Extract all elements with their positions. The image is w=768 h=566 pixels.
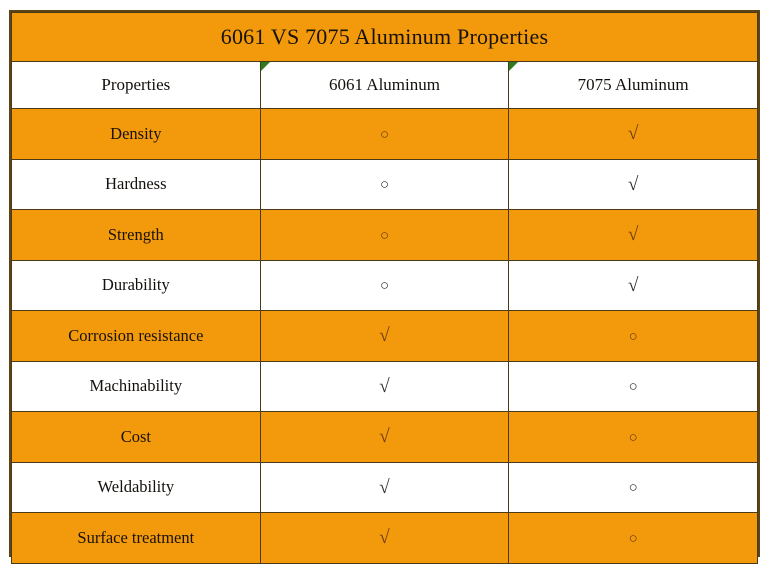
circle-symbol-icon: ○ [628,530,638,547]
row-value-6061 [260,159,509,210]
row-value-7075 [509,210,758,261]
row-value-7075 [509,361,758,412]
column-header-6061 [260,62,509,109]
table-row [12,260,758,311]
title-row [12,13,758,62]
row-value-7075 [509,412,758,463]
row-value-6061 [260,311,509,362]
column-header-6061-label: 6061 Aluminum [328,75,440,94]
check-symbol-icon: √ [379,375,390,397]
circle-symbol-icon: ○ [379,126,390,143]
row-value-7075 [509,513,758,564]
green-corner-triangle-icon [261,62,270,71]
circle-symbol-icon: ○ [628,429,638,446]
row-value-6061 [260,210,509,261]
header-row [12,62,758,109]
check-symbol-icon: √ [627,123,639,145]
check-symbol-icon: √ [379,325,390,347]
circle-symbol-icon: ○ [628,379,638,396]
row-property-label: Density [12,109,261,160]
row-value-7075 [509,311,758,362]
column-header-7075 [509,62,758,109]
row-value-7075 [509,159,758,210]
table-row [12,412,758,463]
table-row [12,361,758,412]
row-property-label: Corrosion resistance [12,311,261,362]
row-property-label: Durability [12,260,261,311]
green-corner-triangle-icon [509,62,518,71]
row-property-label: Cost [12,412,261,463]
check-symbol-icon: √ [627,274,639,296]
row-value-6061 [260,513,509,564]
circle-symbol-icon: ○ [628,328,638,345]
circle-symbol-icon: ○ [628,480,638,497]
column-header-properties [12,62,261,109]
comparison-table [11,12,758,564]
row-property-label: Surface treatment [12,513,261,564]
circle-symbol-icon: ○ [379,278,390,295]
column-header-7075-label: 7075 Aluminum [577,75,689,94]
row-value-6061 [260,361,509,412]
row-property-label: Hardness [12,159,261,210]
row-value-7075 [509,462,758,513]
row-value-6061 [260,260,509,311]
table-row [12,311,758,362]
check-symbol-icon: √ [379,426,390,448]
table-title: 6061 VS 7075 Aluminum Properties [12,13,758,62]
circle-symbol-icon: ○ [379,177,390,194]
table-row [12,159,758,210]
row-value-7075 [509,109,758,160]
row-property-label: Weldability [12,462,261,513]
row-property-label: Machinability [12,361,261,412]
check-symbol-icon: √ [379,527,390,549]
table-row [12,210,758,261]
row-value-7075 [509,260,758,311]
comparison-table-container [9,10,760,557]
row-value-6061 [260,412,509,463]
table-row [12,513,758,564]
table-row [12,109,758,160]
row-property-label: Strength [12,210,261,261]
row-value-6061 [260,462,509,513]
table-row [12,462,758,513]
check-symbol-icon: √ [627,173,639,195]
check-symbol-icon: √ [627,224,639,246]
table-body [12,13,758,564]
row-value-6061 [260,109,509,160]
column-header-properties-label: Properties [101,75,171,94]
circle-symbol-icon: ○ [379,227,390,244]
check-symbol-icon: √ [379,476,390,498]
